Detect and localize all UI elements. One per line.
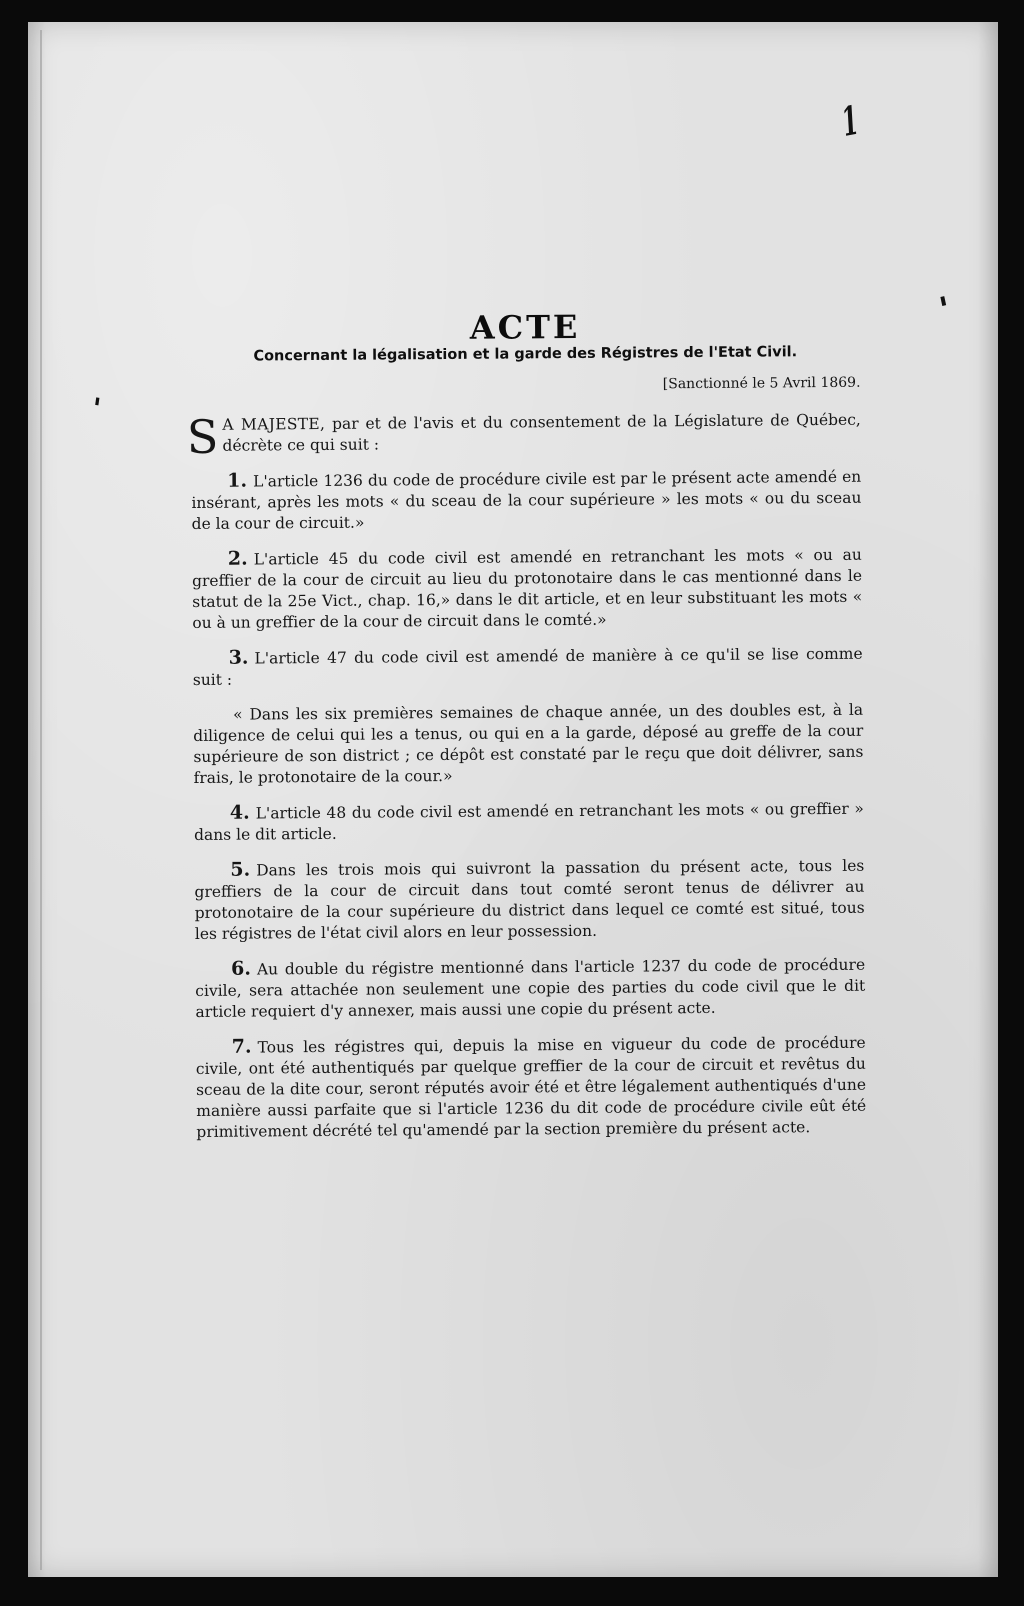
preamble-text: par et de l'avis et du consentement de la Législature de Québec, décrète ce qui suit : xyxy=(222,410,861,455)
article-text: Tous les régistres qui, depuis la mise en vigueur du code de procédure civile, ont été authentiqués par quelque greffier de la cour de circuit et revêtus du sceau de la dite cour, seront réputés avoir été et être légalement authentiqués d'une manière aussi parfaite que si l'article 1236 du dit code de procédure civile eût été primitivement décrété tel qu'amendé par la section première du présent acte. xyxy=(195,1033,867,1141)
preamble-dropcap: S xyxy=(186,409,219,465)
preamble xyxy=(186,409,861,465)
article-number: 1. xyxy=(227,469,248,492)
article-number: 4. xyxy=(229,801,250,824)
margin-mark-left: ' xyxy=(89,391,103,426)
page-number: 1 xyxy=(840,96,859,147)
document-body xyxy=(186,307,867,1157)
article-4 xyxy=(194,798,864,846)
margin-mark-right: ' xyxy=(935,289,955,331)
article-5 xyxy=(194,855,865,945)
page-edge xyxy=(40,30,52,1570)
article-7 xyxy=(196,1032,867,1143)
article-text: L'article 1236 du code de procédure civile est par le présent acte amendé en insérant, après les mots « du sceau de la cour supérieure » les mots « ou du sceau de la cour de circuit.» xyxy=(191,467,862,533)
sanction-date: [Sanctionné le 5 Avril 1869. xyxy=(662,374,861,393)
preamble-lead: A MAJESTE, xyxy=(222,414,326,434)
article-text: Au double du régistre mentionné dans l'article 1237 du code de procédure civile, sera attachée non seulement une copie des parties du code civil que le dit article requiert d'y annexer, mais aussi une copie du présent acte. xyxy=(195,955,866,1021)
article-number: 3. xyxy=(228,646,249,669)
article-6 xyxy=(195,954,865,1023)
document-title: ACTE xyxy=(469,307,581,347)
article-3-quote: « Dans les six premières semaines de chaque année, un des doubles est, à la diligence de celui qui les a tenus, ou qui en a la garde, déposé au greffe de la cour supérieure de son district ; ce dépôt est constaté par le reçu que doit délivrer, sans frais, le protonotaire de la cour.» xyxy=(193,700,864,787)
article-number: 5. xyxy=(230,858,251,881)
article-number: 7. xyxy=(231,1035,252,1058)
document-subtitle: Concernant la légalisation et la garde des Régistres de l'Etat Civil. xyxy=(253,344,798,365)
article-number: 2. xyxy=(227,547,248,570)
article-1 xyxy=(191,466,861,535)
article-number: 6. xyxy=(231,957,252,980)
article-text: L'article 47 du code civil est amendé de manière à ce qu'il se lise comme suit : xyxy=(192,644,863,689)
article-text: L'article 48 du code civil est amendé en retranchant les mots « ou greffier » dans le dit article. xyxy=(193,799,864,844)
article-3 xyxy=(193,643,863,691)
article-2 xyxy=(192,544,863,634)
article-text: L'article 45 du code civil est amendé en retranchant les mots « ou au greffier de la cour de circuit au lieu du protonotaire dans le cas mentionné dans le statut de la 25e Vict., chap. 16,» dans le dit article, et en leur substituant les mots « ou à un greffier de la cour de circuit dans le comté.» xyxy=(191,545,863,632)
article-text: Dans les trois mois qui suivront la passation du présent acte, tous les greffiers de la cour de circuit dans tout comté seront tenus de délivrer au protonotaire de la cour supérieure du district dans lequel ce comté est situé, tous les régistres de l'état civil alors en leur possession. xyxy=(194,856,865,943)
